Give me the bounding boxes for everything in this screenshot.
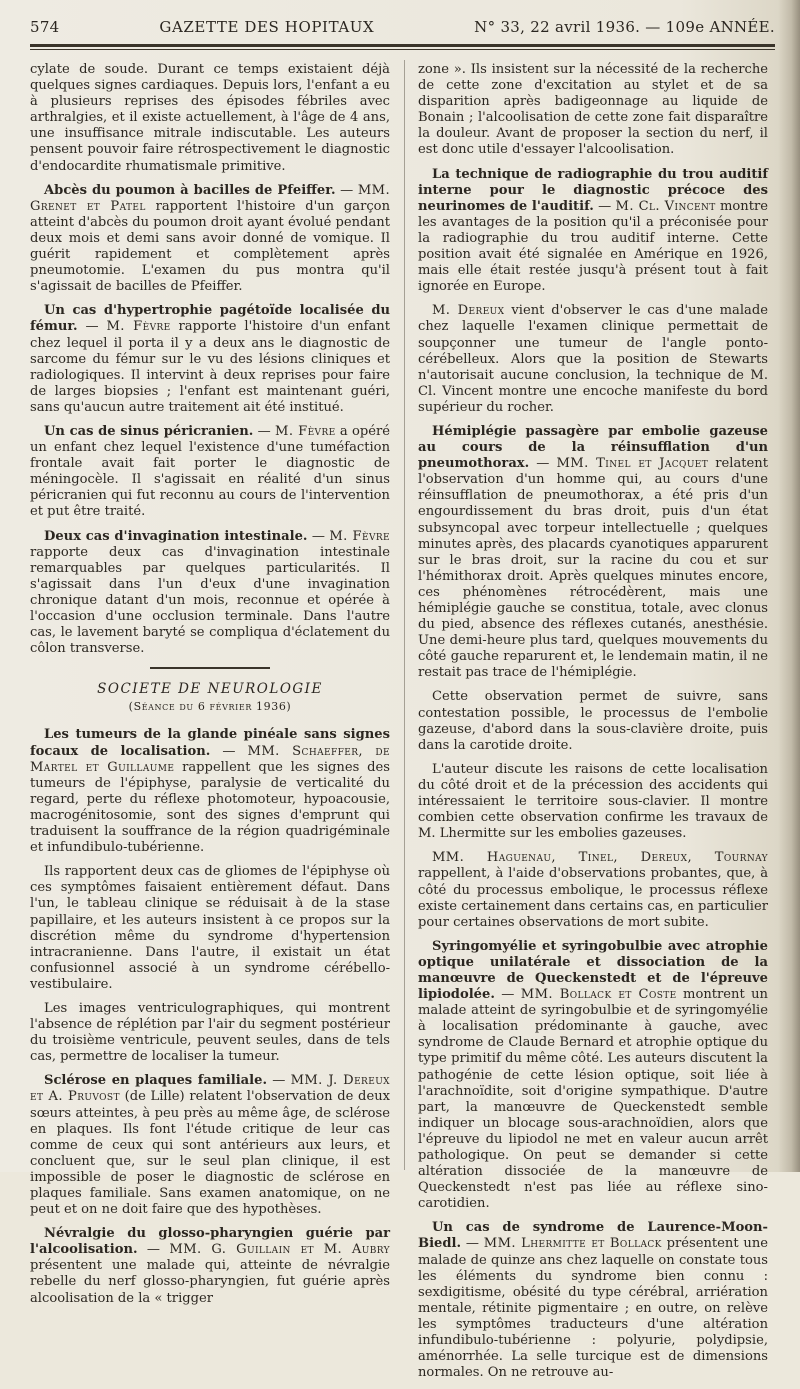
paragraph: Ils rapportent deux cas de gliomes de l'épiphyse où ces symptômes faisaient entièrement défaut. Dans l'un, le tableau clinique se réduisait à de la stase papillaire, et les auteurs insistent à ce propos sur la discrétion même du syndrome d'hypertension intracranienne. Dans l'autre, il existait un état confusionnel associé à un syndrome cérébello-vestibulaire.	[30, 864, 390, 992]
article-text: présentent une malade qui, atteinte de névralgie rebelle du nerf glosso-pharyngien, fut guérie après alcoolisation de la « trigger	[30, 1258, 390, 1306]
header-rule-thick	[30, 44, 775, 47]
journal-title: GAZETTE DES HOPITAUX	[159, 18, 375, 36]
article-text: rappellent, à l'aide d'observations probantes, que, à côté du processus embolique, le processus réflexe existe certainement dans certains cas, en particulier pour certaines observations de mort subite.	[418, 866, 769, 930]
article-title: Hémiplégie passagère par embolie gazeuse au cours de la réinsufflation d'un pneumothorax.	[418, 423, 768, 472]
article-authors: M. Fèvre	[275, 423, 336, 439]
article-title: Sclérose en plaques familiale.	[44, 1073, 268, 1089]
article-entry: Sclérose en plaques familiale. — MM. J. Dereux et A. Pruvost (de Lille) relatent l'observation de deux sœurs atteintes, à peu près au même âge, de sclérose en plaques. Ils font l'étude critique de leur cas comme de ceux qui sont antérieurs aux leurs, et concluent que, sur le seul plan clinique, il est impossible de poser le diagnostic de sclérose en plaques familiale. Sans examen anatomique, on ne peut et on ne doit faire que des hypothèses.	[30, 1073, 391, 1218]
article-title: Névralgie du glosso-pharyngien guérie par l'alcoolisation.	[30, 1226, 390, 1258]
article-title: Les tumeurs de la glande pinéale sans signes focaux de localisation.	[30, 727, 390, 759]
paragraph: cylate de soude. Durant ce temps existaient déjà quelques signes cardiaques. Depuis lors, l'enfant a eu à plusieurs reprises des épisodes fébriles avec arthralgies, et il existe actuellement, à l'âge de 4 ans, une insuffisance mitrale indiscutable. Les auteurs pensent pouvoir faire rétrospectivement le diagnostic d'endocardite rhumatismale primitive.	[30, 62, 390, 174]
section-separator	[150, 667, 270, 669]
article-authors: MM. G. Guillain et M. Aubry	[169, 1242, 390, 1258]
article-entry: Un cas d'hypertrophie pagétoïde localisée du fémur. — M. Fèvre rapporte l'histoire d'un enfant chez lequel il porta il y a deux ans le diagnostic de sarcome du fémur sur le vu des lésions cliniques et radiologiques. Il intervint à deux reprises pour faire de larges biopsies ; l'enfant est maintenant guéri, sans qu'aucun autre traitement ait été institué.	[30, 303, 390, 415]
article-title: Syringomyélie et syringobulbie avec atrophie optique unilatérale et dissociation de la manœuvre de Queckenstedt et de l'épreuve lipiodolée.	[418, 938, 768, 1003]
article-authors: MM. Grenet et Patel	[30, 182, 391, 214]
article-title: Abcès du poumon à bacilles de Pfeiffer.	[44, 182, 336, 198]
section-title: SOCIETE DE NEUROLOGIE	[97, 681, 323, 698]
article-authors: MM. J. Dereux et A. Pruvost	[30, 1073, 390, 1105]
article-authors: MM. Lhermitte et Bollack	[483, 1236, 662, 1252]
article-entry: Un cas de sinus péricranien. — M. Fèvre a opéré un enfant chez lequel l'existence d'une tuméfaction frontale avait fait porter le diagnostic de méningocèle. Il s'agissait en réalité d'un sinus péricranien qui fut reconnu au cours de l'intervention et put être traité.	[30, 423, 391, 520]
article-entry: Névralgie du glosso-pharyngien guérie par l'alcoolisation. — MM. G. Guillain et M. Aubry présentent une malade qui, atteinte de névralgie rebelle du nerf glosso-pharyngien, fut guérie après alcoolisation de la « trigger	[30, 1226, 390, 1306]
page-number: 574	[30, 18, 60, 36]
article-entry: La technique de radiographie du trou auditif interne pour le diagnostic précoce des neurinomes de l'auditif. — M. Cl. Vincent montre les avantages de la position qu'il a préconisée pour la radiographie du trou auditif interne. Cette position avait été signalée en Amérique en 1926, mais elle était restée jusqu'à présent tout à fait ignorée en Europe.	[418, 166, 768, 295]
article-title: Un cas de sinus péricranien.	[44, 423, 254, 439]
paragraph: zone ». Ils insistent sur la nécessité de la recherche de cette zone d'excitation au stylet et de sa disparition après badigeonnage au liquide de Bonain ; l'alcoolisation de cette zone fait disparaître la douleur. Avant de proposer la section du nerf, il est donc utile d'essayer l'alcoolisation.	[418, 62, 768, 158]
article-text: vient d'observer le cas d'une malade chez laquelle l'examen clinique permettait de soupçonner une tumeur de l'angle ponto-cérébelleux. Alors que la position de Stewarts n'autorisait aucune conclusion, la technique de M. Cl. Vincent montre une encoche manifeste du bord supérieur du rocher.	[418, 303, 768, 415]
article-entry	[418, 850, 768, 930]
article-title: Deux cas d'invagination intestinale.	[44, 528, 308, 544]
article-text: rapporte deux cas d'invagination intestinale remarquables par quelques particularités. Il s'agissait dans l'un d'eux d'une invagination chronique datant d'un mois, reconnue et opérée à l'occasion d'une occlusion terminale. Dans l'autre cas, le lavement baryté se compliqua d'éclatement du côlon transverse.	[30, 544, 390, 657]
paragraph: Les images ventriculographiques, qui montrent l'absence de réplétion par l'air du segment postérieur du troisième ventricule, peuvent seules, dans de tels cas, permettre de localiser la tumeur.	[30, 1000, 390, 1065]
section-session: (Séance du 6 février 1936)	[128, 700, 292, 714]
article-text: rapportent l'histoire d'un garçon atteint d'abcès du poumon droit ayant évolué pendant deux mois et demi sans avoir donné de vomique. Il guérit rapidement et complètement après pneumotomie. L'examen du pus montra qu'il s'agissait de bacilles de Pfeiffer.	[30, 198, 390, 295]
issue-info: N° 33, 22 avril 1936. — 109e ANNÉE.	[474, 18, 775, 36]
article-text: montre les avantages de la position qu'il a préconisée pour la radiographie du trou auditif interne. Cette position avait été signalée en Amérique en 1926, mais elle était restée jusqu'à présent tout à fait ignorée en Europe.	[418, 198, 768, 295]
right-column	[418, 62, 768, 1389]
article-entry: Les tumeurs de la glande pinéale sans signes focaux de localisation. — MM. Schaeffer, de Martel et Guillaume rappellent que les signes des tumeurs de l'épiphyse, paralysie de verticalité du regard, perte du réflexe photomoteur, hypoacousie, macrogénitosomie, sont des signes d'emprunt qui traduisent la souffrance de la région quadrigéminale et infundibulo-tubérienne.	[30, 727, 390, 856]
article-text: montrent un malade atteint de syringobulbie et de syringomyélie à localisation prédominante à gauche, avec syndrome de Claude Bernard et atrophie optique du type primitif du même côté. Les auteurs discutent la pathogénie de cette lésion optique, soit liée à l'arachnoïdite, soit d'origine sympathique. D'autre part, la manœuvre de Queckenstedt semble indiquer un blocage sous-arachnoïdien, alors que l'épreuve du lipiodol ne met en valeur aucun arrêt pathologique. On peut se demander si cette altération dissociée de la manœuvre de Queckenstedt n'est pas liée au réflexe sino-carotidien.	[418, 987, 768, 1212]
article-authors: MM. Tinel et Jacquet	[556, 456, 709, 472]
article-authors: MM. Schaeffer, de Martel et Guillaume	[30, 743, 390, 775]
running-header	[30, 18, 775, 44]
article-authors: M. Fèvre	[106, 319, 171, 335]
article-text: relatent l'observation d'un homme qui, au cours d'une réinsufflation de pneumothorax, a été pris d'un engourdissement du bras droit, puis d'un état subsyncopal avec torpeur intellectuelle ; quelques minutes après, des placards cyanotiques apparurent sur le bras droit, sur la racine du cou et sur l'hémithorax droit. Après quelques minutes encore, ces phénomènes rétrocédèrent, mais une hémiplégie gauche se constitua, totale, avec clonus du pied, absence des réflexes cutanés, anesthésie. Une demi-heure plus tard, quelques mouvements du côté gauche reparurent et, le lendemain matin, il ne restait pas trace de l'hémiplégie.	[418, 456, 769, 681]
paragraph: Cette observation permet de suivre, sans contestation possible, le processus de l'embolie gazeuse, d'abord dans la sous-clavière droite, puis dans la carotide droite.	[418, 689, 768, 753]
header-rule-thin	[30, 49, 775, 50]
column-divider	[404, 60, 405, 1170]
article-authors: M. Cl. Vincent	[615, 198, 716, 214]
article-entry	[418, 303, 768, 416]
article-title: La technique de radiographie du trou auditif interne pour le diagnostic précoce des neurinomes de l'auditif.	[418, 166, 768, 214]
article-entry: Abcès du poumon à bacilles de Pfeiffer. — MM. Grenet et Patel rapportent l'histoire d'un garçon atteint d'abcès du poumon droit ayant évolué pendant deux mois et demi sans avoir donné de vomique. Il guérit rapidement et complètement après pneumotomie. L'examen du pus montra qu'il s'agissait de bacilles de Pfeiffer.	[30, 182, 391, 295]
article-entry: Deux cas d'invagination intestinale. — M. Fèvre rapporte deux cas d'invagination intestinale remarquables par quelques particularités. Il s'agissait dans l'un d'eux d'une invagination chronique datant d'un mois, reconnue et opérée à l'occasion d'une occlusion terminale. Dans l'autre cas, le lavement baryté se compliqua d'éclatement du côlon transverse.	[30, 528, 391, 657]
article-title: Un cas d'hypertrophie pagétoïde localisée du fémur.	[30, 303, 390, 335]
article-entry: Syringomyélie et syringobulbie avec atrophie optique unilatérale et dissociation de la manœuvre de Queckenstedt et de l'épreuve lipiodolée. — MM. Bollack et Coste montrent un malade atteint de syringobulbie et de syringomyélie à localisation prédominante à gauche, avec syndrome de Claude Bernard et atrophie optique du type primitif du même côté. Les auteurs discutent la pathogénie de cette lésion optique, soit liée à l'arachnoïdite, soit d'origine sympathique. D'autre part, la manœuvre de Queckenstedt semble indiquer un blocage sous-arachnoïdien, alors que l'épreuve du lipiodol ne met en valeur aucun arrêt pathologique. On peut se demander si cette altération dissociée de la manœuvre de Queckenstedt n'est pas liée au réflexe sino-carotidien.	[418, 938, 768, 1212]
article-authors: MM. Haguenau, Tinel, Dereux, Tournay	[432, 850, 768, 866]
article-text: présentent une malade de quinze ans chez laquelle on constate tous les éléments du syndrome bien connu : sexdigitisme, obésité du type cérébral, arriération mentale, rétinite pigmentaire ; en outre, on relève les symptômes traducteurs d'une altération infundibulo-tubérienne : polyurie, polydipsie, aménorrhée. La selle turcique est de dimensions normales. On ne retrouve au-	[418, 1236, 769, 1381]
article-authors: M. Fèvre	[329, 528, 391, 544]
article-text: rapporte l'histoire d'un enfant chez lequel il porta il y a deux ans le diagnostic de sarcome du fémur sur le vu des lésions cliniques et radiologiques. Il intervint à deux reprises pour faire de larges biopsies ; l'enfant est maintenant guéri, sans qu'aucun autre traitement ait été institué.	[30, 319, 390, 415]
article-authors: MM. Bollack et Coste	[520, 987, 677, 1003]
article-entry: Hémiplégie passagère par embolie gazeuse au cours de la réinsufflation d'un pneumothorax. — MM. Tinel et Jacquet relatent l'observation d'un homme qui, au cours d'une réinsufflation de pneumothorax, a été pris d'un engourdissement du bras droit, puis d'un état subsyncopal avec torpeur intellectuelle ; quelques minutes après, des placards cyanotiques apparurent sur le bras droit, sur la racine du cou et sur l'hémithorax droit. Après quelques minutes encore, ces phénomènes rétrocédèrent, mais une hémiplégie gauche se constitua, totale, avec clonus du pied, absence des réflexes cutanés, anesthésie. Une demi-heure plus tard, quelques mouvements du côté gauche reparurent et, le lendemain matin, il ne restait pas trace de l'hémiplégie.	[418, 423, 769, 681]
binding-shadow	[778, 0, 800, 1172]
article-entry: Un cas de syndrome de Laurence-Moon-Biedl. — MM. Lhermitte et Bollack présentent une malade de quinze ans chez laquelle on constate tous les éléments du syndrome bien connu : sexdigitisme, obésité du type cérébral, arriération mentale, rétinite pigmentaire ; en outre, on relève les symptômes traducteurs d'une altération infundibulo-tubérienne : polyurie, polydipsie, aménorrhée. La selle turcique est de dimensions normales. On ne retrouve au-	[418, 1220, 769, 1381]
left-column	[30, 62, 390, 1315]
article-title: Un cas de syndrome de Laurence-Moon-Biedl.	[418, 1220, 768, 1252]
article-text: (de Lille) relatent l'observation de deux sœurs atteintes, à peu près au même âge, de sclérose en plaques. Ils font l'étude critique de leur cas comme de ceux qui sont antérieurs aux leurs, et concluent que, sur le seul plan clinique, il est impossible de poser le diagnostic de sclérose en plaques familiale. Sans examen anatomique, on ne peut et on ne doit faire que des hypothèses.	[30, 1089, 391, 1218]
article-text: rappellent que les signes des tumeurs de l'épiphyse, paralysie de verticalité du regard, perte du réflexe photomoteur, hypoacousie, macrogénitosomie, sont des signes d'emprunt qui traduisent la souffrance de la région quadrigéminale et infundibulo-tubérienne.	[30, 759, 390, 856]
paragraph: L'auteur discute les raisons de cette localisation du côté droit et de la précession des accidents qui intéressaient le territoire sous-clavier. Il montre combien cette observation confirme les travaux de M. Lhermitte sur les embolies gazeuses.	[418, 761, 768, 842]
article-text: a opéré un enfant chez lequel l'existence d'une tuméfaction frontale avait fait porter le diagnostic de méningocèle. Il s'agissait en réalité d'un sinus péricranien qui fut reconnu au cours de l'intervention et put être traité.	[30, 423, 391, 520]
article-authors: M. Dereux	[432, 303, 505, 319]
